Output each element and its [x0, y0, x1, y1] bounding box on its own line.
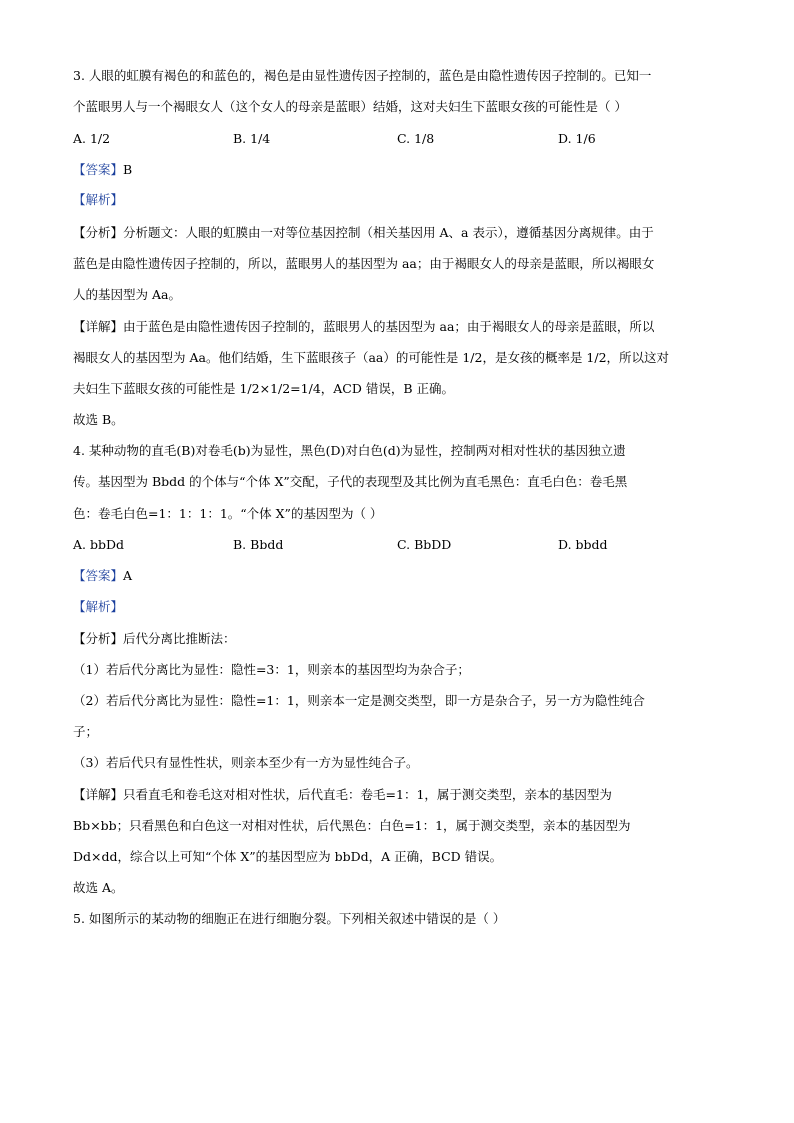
q4-answer-value: A: [123, 568, 133, 583]
q3-stem-line-2: 个蓝眼男人与一个褐眼女人（这个女人的母亲是蓝眼）结婚，这对夫妇生下蓝眼女孩的可能性是（ ）: [73, 99, 627, 114]
q4-xiangjie-line-1: [73, 787, 612, 803]
q4-conclusion: 故选 A。: [73, 880, 124, 895]
q4-option-b: B. Bbdd: [233, 537, 284, 552]
q4-xiangjie-text-1: 只看直毛和卷毛这对相对性状，后代直毛：卷毛=1：1，属于测交类型，亲本的基因型为: [123, 787, 612, 802]
q4-stem-line-1: 4. 某种动物的直毛(B)对卷毛(b)为显性，黑色(D)对白色(d)为显性，控制两对相对性状的基因独立遗: [73, 443, 626, 458]
q4-option-d: D. bbdd: [558, 537, 608, 552]
q4-point-2: （2）若后代分离比为显性：隐性=1：1，则亲本一定是测交类型，即一方是杂合子，另一方为隐性纯合: [73, 693, 645, 708]
q3-answer-value: B: [123, 162, 133, 177]
q3-answer: [73, 162, 132, 178]
q4-stem-line-3: 色：卷毛白色=1：1：1：1。“个体 X”的基因型为（ ）: [73, 506, 383, 521]
q4-option-a: A. bbDd: [73, 537, 125, 552]
q3-conclusion: 故选 B。: [73, 412, 124, 427]
q4-options: [73, 537, 673, 553]
q3-xiangjie-tag: 【详解】: [73, 319, 124, 334]
q4-fenxi-line: [73, 631, 236, 647]
q4-analysis-heading: [73, 599, 123, 615]
q3-fenxi-text-1: 分析题文：人眼的虹膜由一对等位基因控制（相关基因用 A、a 表示），遵循基因分离规律。由于: [123, 225, 654, 240]
q3-analysis-heading: [73, 192, 123, 208]
q3-answer-tag: 【答案】: [73, 162, 124, 177]
q5-stem: 5. 如图所示的某动物的细胞正在进行细胞分裂。下列相关叙述中错误的是（ ）: [73, 911, 506, 926]
q3-stem-line-1: 3. 人眼的虹膜有褐色的和蓝色的，褐色是由显性遗传因子控制的，蓝色是由隐性遗传因子控制的。已知一: [73, 68, 652, 83]
q4-answer-tag: 【答案】: [73, 568, 124, 583]
q3-option-c: C. 1/8: [397, 131, 435, 146]
q4-option-c: C. BbDD: [397, 537, 452, 552]
q3-option-a: A. 1/2: [73, 131, 111, 146]
q4-point-3: （3）若后代只有显性性状，则亲本至少有一方为显性纯合子。: [73, 755, 419, 770]
q3-xiangjie-line-3: 夫妇生下蓝眼女孩的可能性是 1/2×1/2=1/4，ACD 错误，B 正确。: [73, 381, 455, 396]
q3-option-d: D. 1/6: [558, 131, 596, 146]
q4-fenxi-text: 后代分离比推断法：: [123, 631, 236, 646]
q4-xiangjie-line-3: Dd×dd，综合以上可知“个体 X”的基因型应为 bbDd，A 正确，BCD 错误。: [73, 849, 503, 864]
q3-option-b: B. 1/4: [233, 131, 271, 146]
q3-fenxi-tag: 【分析】: [73, 225, 124, 240]
q4-point-2-cont: 子；: [73, 724, 99, 739]
q4-stem-line-2: 传。基因型为 Bbdd 的个体与“个体 X”交配，子代的表现型及其比例为直毛黑色：直毛白色：卷毛黑: [73, 474, 628, 489]
q4-answer: [73, 568, 132, 584]
q4-xiangjie-tag: 【详解】: [73, 787, 124, 802]
q3-xiangjie-text-1: 由于蓝色是由隐性遗传因子控制的，蓝眼男人的基因型为 aa；由于褐眼女人的母亲是蓝眼，所以: [123, 319, 655, 334]
q3-xiangjie-line-1: [73, 319, 654, 335]
q3-options: [73, 131, 673, 147]
q4-point-1: （1）若后代分离比为显性：隐性=3：1，则亲本的基因型均为杂合子；: [73, 662, 470, 677]
q4-xiangjie-line-2: Bb×bb；只看黑色和白色这一对相对性状，后代黑色：白色=1：1，属于测交类型，亲本的基因型为: [73, 818, 631, 833]
q4-fenxi-tag: 【分析】: [73, 631, 124, 646]
q3-xiangjie-line-2: 褐眼女人的基因型为 Aa。他们结婚，生下蓝眼孩子（aa）的可能性是 1/2，是女孩的概率是 1/2，所以这对: [73, 350, 670, 365]
q3-fenxi-line-2: 蓝色是由隐性遗传因子控制的，所以，蓝眼男人的基因型为 aa；由于褐眼女人的母亲是蓝眼，所以褐眼女: [73, 256, 655, 271]
q4-analysis-tag: 【解析】: [73, 599, 124, 614]
q3-analysis-tag: 【解析】: [73, 192, 124, 207]
q3-fenxi-line-1: [73, 225, 654, 241]
q3-fenxi-line-3: 人的基因型为 Aa。: [73, 287, 181, 302]
